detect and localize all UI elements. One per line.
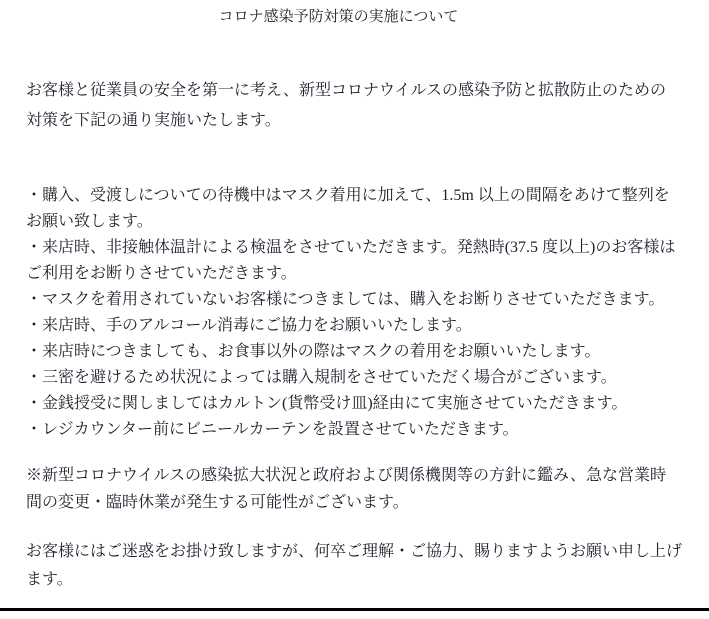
measure-item: [26, 339, 687, 365]
measure-line: ・来店時につきましても、お食事以外の際はマスクの着用をお願いいたします。: [26, 343, 601, 360]
note-line: ※新型コロナウイルスの感染拡大状況と政府および関係機関等の方針に鑑み、急な営業時: [26, 467, 667, 484]
measure-item: [26, 287, 687, 313]
measure-item: [26, 417, 687, 443]
measure-line: ご利用をお断りさせていただきます。: [26, 265, 297, 282]
measure-line: ・三密を避けるため状況によっては購入規制をさせていただく場合がございます。: [26, 369, 617, 386]
measure-line: ・金銭授受に関しましてはカルトン(貨幣受け皿)経由にて実施させていただきます。: [26, 395, 628, 412]
measure-item: [26, 235, 687, 287]
measure-item: [26, 391, 687, 417]
note-paragraph: [26, 462, 687, 516]
measure-line: ・購入、受渡しについての待機中はマスク着用に加えて、1.5m 以上の間隔をあけて整列を: [26, 187, 670, 204]
intro-line: お客様と従業員の安全を第一に考え、新型コロナウイルスの感染予防と拡散防止のための: [26, 82, 667, 99]
measure-item: [26, 365, 687, 391]
note-line: 間の変更・臨時休業が発生する可能性がございます。: [26, 494, 409, 511]
intro-line: 対策を下記の通り実施いたします。: [26, 112, 281, 129]
closing-line: お客様にはご迷惑をお掛け致しますが、何卒ご理解・ご協力、賜りますようお願い申し上げ: [26, 543, 683, 560]
closing-line: ます。: [26, 571, 73, 588]
measure-line: お願い致します。: [26, 213, 153, 230]
measure-item: [26, 313, 687, 339]
document-title: コロナ感染予防対策の実施について: [218, 9, 459, 25]
measure-item: [26, 183, 687, 235]
measure-line: ・来店時、非接触体温計による検温をさせていただきます。発熱時(37.5 度以上)のお客様は: [26, 239, 676, 256]
closing-paragraph: [26, 538, 687, 594]
bottom-border-line: [0, 608, 709, 611]
intro-paragraph: [26, 76, 687, 136]
measure-line: ・レジカウンター前にビニールカーテンを設置させていただきます。: [26, 421, 519, 438]
measure-line: ・来店時、手のアルコール消毒にご協力をお願いいたします。: [26, 317, 472, 334]
measure-line: ・マスクを着用されていないお客様につきましては、購入をお断りさせていただきます。: [26, 291, 665, 308]
measures-list: [26, 183, 687, 443]
